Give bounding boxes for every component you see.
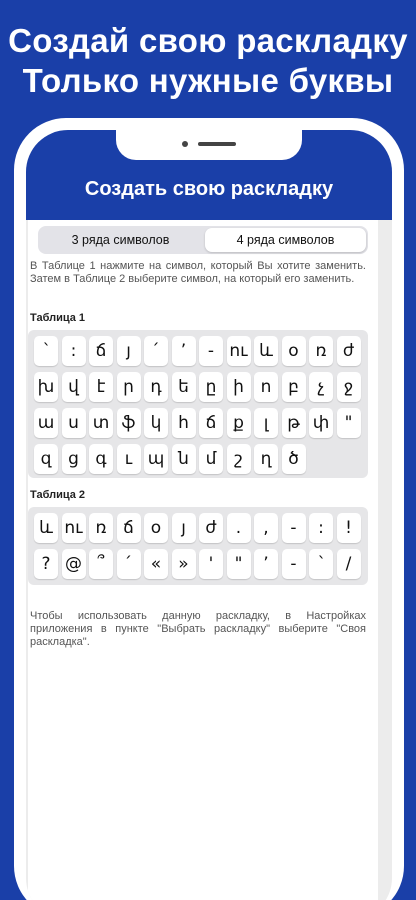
camera-icon <box>182 141 188 147</box>
table1-key[interactable]: խ <box>34 372 58 402</box>
table1-key[interactable]: ն <box>172 444 196 474</box>
table1-key[interactable]: ճ <box>89 336 113 366</box>
page-title: Создать свою раскладку <box>84 178 334 200</box>
table1-label: Таблица 1 <box>30 312 86 324</box>
table1-key[interactable]: ռ <box>309 336 333 366</box>
table2-key[interactable]: » <box>172 549 196 579</box>
table1-key[interactable]: ք <box>227 408 251 438</box>
table2-key[interactable]: ժ <box>199 513 223 543</box>
table1-key[interactable]: ո <box>254 372 278 402</box>
table1-key[interactable]: յ <box>117 336 141 366</box>
table2-label: Таблица 2 <box>30 489 86 501</box>
table1-key[interactable]: ր <box>117 372 141 402</box>
table2-key[interactable]: և <box>34 513 58 543</box>
table1-key[interactable]: մ <box>199 444 223 474</box>
table1-key[interactable]: չ <box>309 372 333 402</box>
table1-key[interactable]: ու <box>227 336 251 366</box>
instructions-text: В Таблице 1 нажмите на символ, который Вы хотите заменить. Затем в Таблице 2 выберите символ, на который его заменить. <box>30 260 366 285</box>
table2-key[interactable]: " <box>227 549 251 579</box>
table2-key[interactable]: ’ <box>254 549 278 579</box>
table1-key[interactable]: և <box>254 336 278 366</box>
table1-key[interactable]: ճ <box>199 408 223 438</box>
phone-frame <box>14 118 404 900</box>
table1-key[interactable]: ս <box>62 408 86 438</box>
table1-key[interactable]: լ <box>254 408 278 438</box>
table2-key[interactable]: ' <box>199 549 223 579</box>
table2-key[interactable]: : <box>309 513 333 543</box>
table2-key[interactable]: յ <box>172 513 196 543</box>
table1-key[interactable]: պ <box>144 444 168 474</box>
table2-key[interactable]: ու <box>62 513 86 543</box>
table1-key[interactable]: ջ <box>337 372 361 402</box>
table2-key[interactable]: - <box>282 513 306 543</box>
table1-key[interactable]: - <box>199 336 223 366</box>
table2-key[interactable]: . <box>227 513 251 543</box>
table1-key[interactable]: ՛ <box>144 336 168 366</box>
table1-key[interactable]: հ <box>172 408 196 438</box>
table1-key[interactable]: ե <box>172 372 196 402</box>
table1-key[interactable]: ի <box>227 372 251 402</box>
table1-key[interactable]: տ <box>89 408 113 438</box>
table1-key[interactable]: ծ <box>282 444 306 474</box>
table1-key[interactable]: ՝ <box>34 336 58 366</box>
table2-keyboard <box>28 507 368 585</box>
table1-key[interactable]: " <box>337 408 361 438</box>
usage-note: Чтобы использовать данную раскладку, в Настройках приложения в пункте "Выбрать раскладку" выберите "Своя раскладка". <box>30 610 366 648</box>
segment-3-rows[interactable]: 3 ряда символов <box>71 233 170 247</box>
table1-key[interactable]: շ <box>227 444 251 474</box>
table1-key[interactable]: ֆ <box>117 408 141 438</box>
table1-key[interactable]: : <box>62 336 86 366</box>
table2-key[interactable]: ՛ <box>117 549 141 579</box>
table1-key[interactable]: ւ <box>117 444 141 474</box>
promo-subheadline: Только нужные буквы <box>22 62 394 99</box>
table2-key[interactable]: , <box>254 513 278 543</box>
table2-key[interactable]: ՞ <box>89 549 113 579</box>
table2-key[interactable]: ? <box>34 549 58 579</box>
table2-key[interactable]: o <box>144 513 168 543</box>
table2-key[interactable]: ՝ <box>309 549 333 579</box>
table1-key[interactable]: փ <box>309 408 333 438</box>
table1-key[interactable]: ժ <box>337 336 361 366</box>
rows-segmented-control <box>38 226 368 254</box>
table2-key[interactable]: ! <box>337 513 361 543</box>
table1-key[interactable]: վ <box>62 372 86 402</box>
table2-key[interactable]: / <box>337 549 361 579</box>
table1-key[interactable]: է <box>89 372 113 402</box>
table2-key[interactable]: ռ <box>89 513 113 543</box>
table2-key[interactable]: - <box>282 549 306 579</box>
table1-keyboard <box>28 330 368 478</box>
speaker-icon <box>198 142 236 146</box>
table2-key[interactable]: ճ <box>117 513 141 543</box>
table2-key[interactable]: « <box>144 549 168 579</box>
table2-key[interactable]: @ <box>62 549 86 579</box>
nav-header <box>26 130 392 220</box>
table1-key[interactable]: ա <box>34 408 58 438</box>
phone-notch <box>116 130 302 160</box>
table1-key[interactable]: դ <box>144 372 168 402</box>
table1-key[interactable]: ց <box>62 444 86 474</box>
table1-key[interactable]: գ <box>89 444 113 474</box>
table1-key[interactable]: o <box>282 336 306 366</box>
table1-key[interactable]: կ <box>144 408 168 438</box>
table1-key[interactable]: ղ <box>254 444 278 474</box>
table1-key[interactable]: թ <box>282 408 306 438</box>
segment-4-rows[interactable]: 4 ряда символов <box>205 228 366 252</box>
main-content <box>28 220 378 900</box>
table1-key[interactable]: ը <box>199 372 223 402</box>
phone-screen <box>26 130 392 900</box>
promo-headline: Создай свою раскладку <box>8 22 408 59</box>
table1-key[interactable]: ’ <box>172 336 196 366</box>
table1-key[interactable]: բ <box>282 372 306 402</box>
table1-key[interactable]: զ <box>34 444 58 474</box>
